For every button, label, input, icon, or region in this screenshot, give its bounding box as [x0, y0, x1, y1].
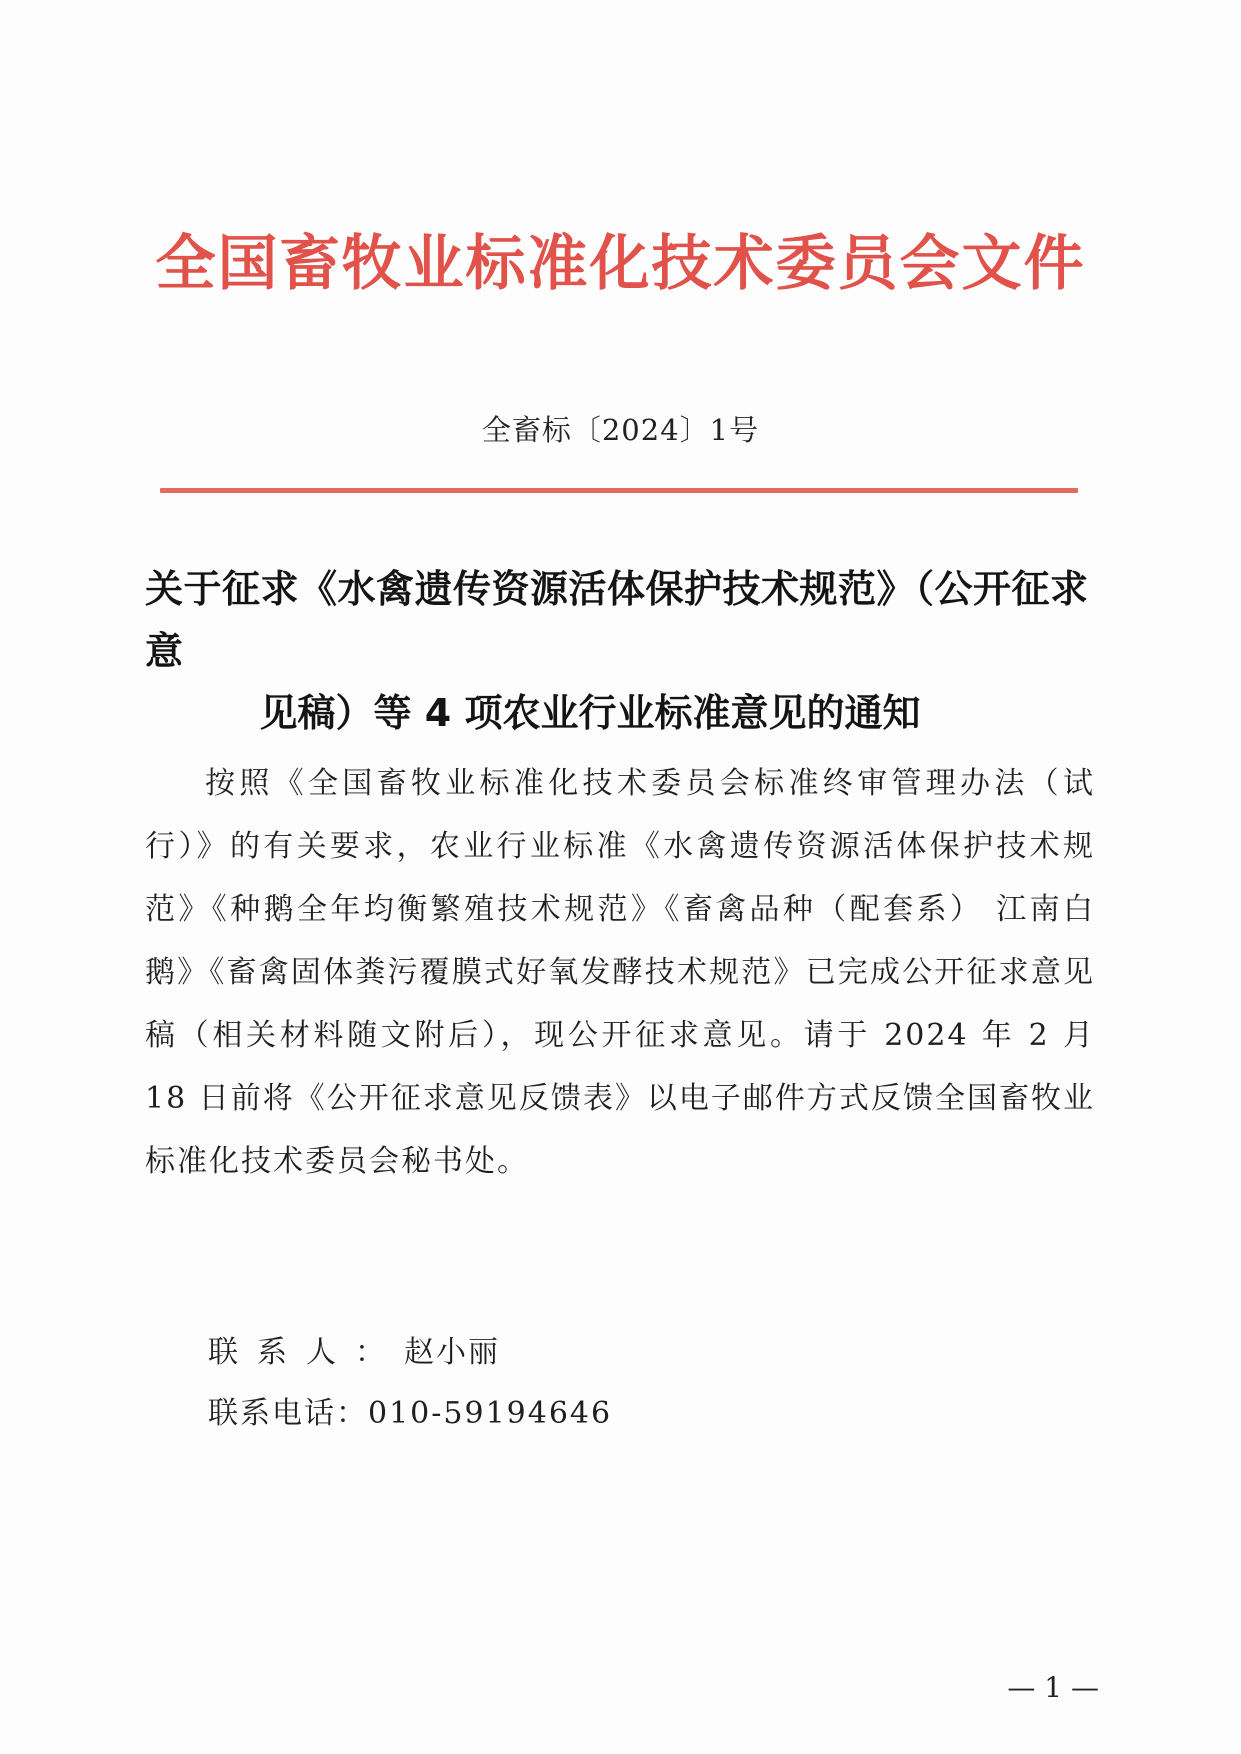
- document-number: 全畜标〔2024〕1号: [481, 413, 760, 447]
- masthead-title: 全国畜牧业标准化技术委员会文件: [155, 229, 1086, 299]
- contact-person-row: [208, 1333, 1008, 1373]
- contact-phone-value: 010-59194646: [368, 1396, 613, 1431]
- contact-person-value: 赵小丽: [404, 1335, 500, 1370]
- notice-body-paragraph: 按照《全国畜牧业标准化技术委员会标准终审管理办法（试行）》的有关要求，农业行业标准《水禽遗传资源活体保护技术规范》《种鹅全年均衡繁殖技术规范》《畜禽品种（配套系） 江南白鹅》《畜禽固体粪污覆膜式好氧发酵技术规范》已完成公开征求意见稿（相关材料随文附后），现公开征求意见。请于 2024 年 2 月 18 日前将《公开征求意见反馈表》以电子邮件方式反馈全国畜牧业标准化技术委员会秘书处。: [145, 766, 1095, 1179]
- red-divider-line: [160, 488, 1078, 493]
- contact-phone-label: 联系电话：: [208, 1396, 368, 1431]
- notice-title-line-2: 见稿）等 4 项农业行业标准意见的通知: [259, 691, 921, 735]
- page-number: — 1 —: [1007, 1671, 1099, 1704]
- notice-title-line-1: 关于征求《水禽遗传资源活体保护技术规范》（公开征求意: [145, 567, 1089, 673]
- notice-title: [145, 558, 1095, 744]
- contact-person-label: 联系人：: [208, 1335, 404, 1370]
- contact-phone-row: [208, 1394, 1008, 1434]
